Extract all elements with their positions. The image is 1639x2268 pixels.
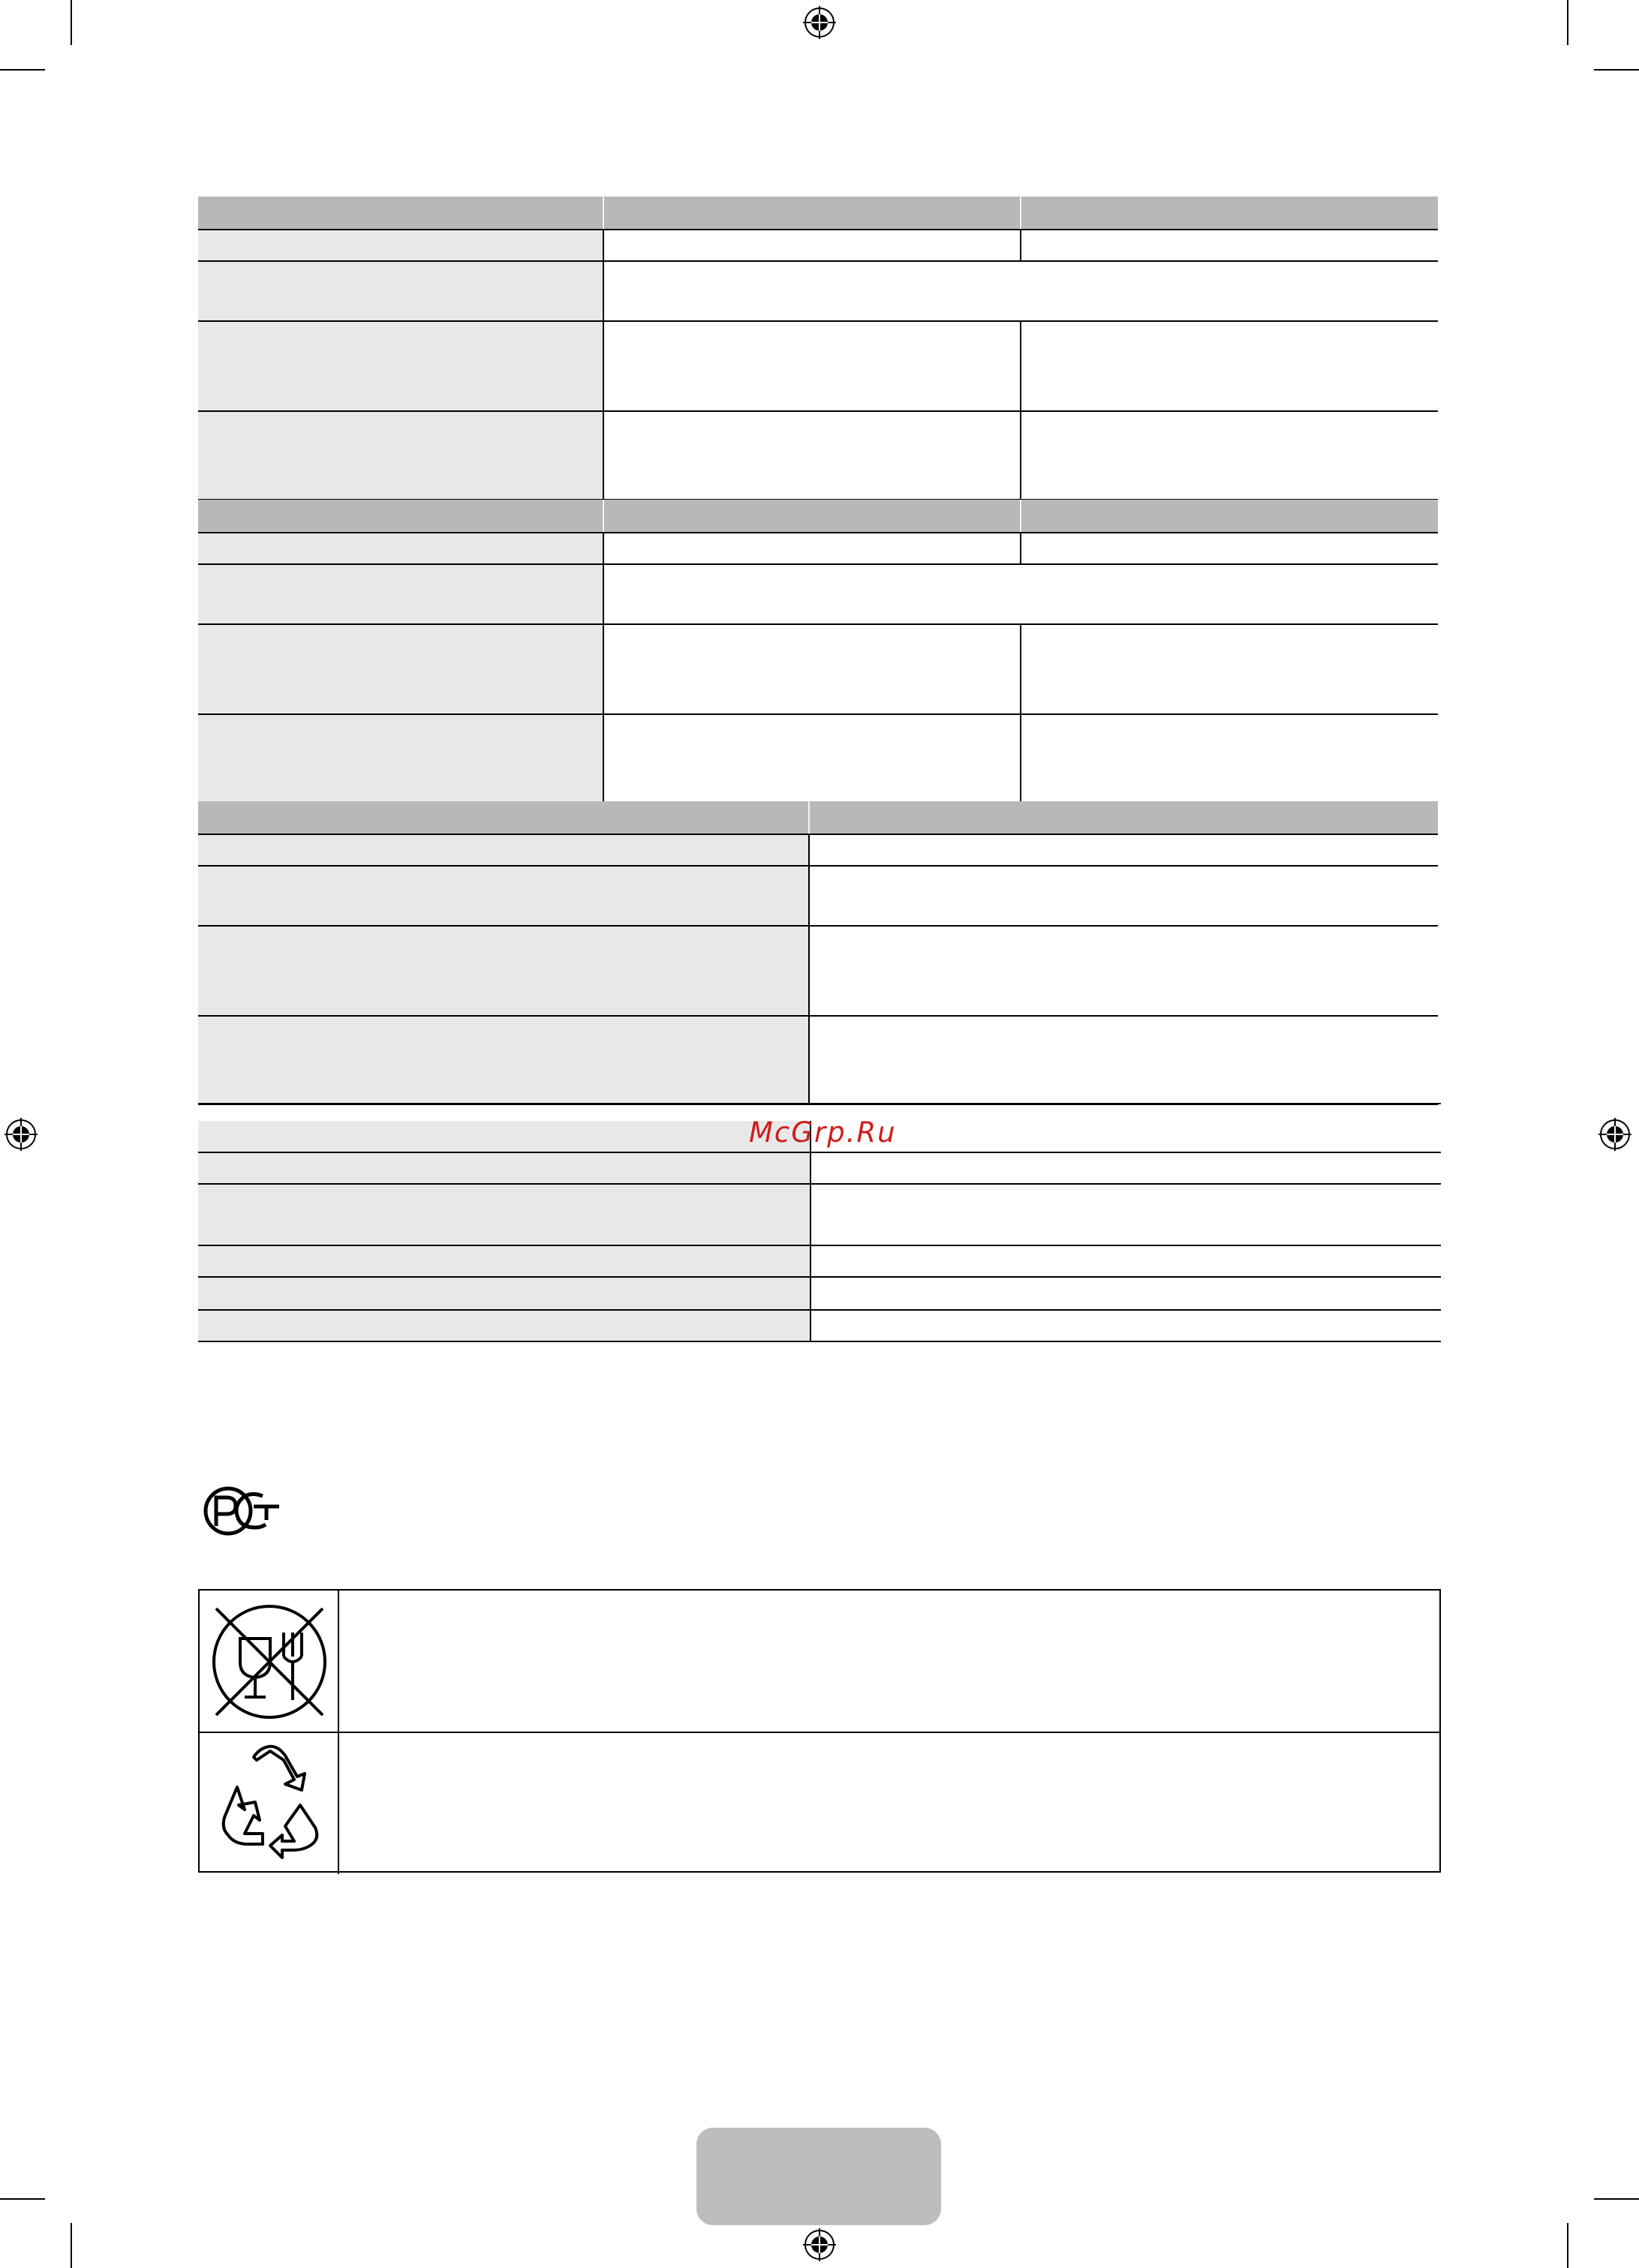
symbol-description: [341, 1733, 1439, 1874]
header-cell: [1021, 500, 1438, 533]
table-row: [198, 1245, 1441, 1277]
value-cell: [603, 624, 1021, 714]
symbols-box: [198, 1589, 1441, 1873]
symbol-cell: [200, 1591, 339, 1732]
value-cell: [603, 321, 1021, 411]
crop-mark-top-right-v: [1567, 0, 1568, 45]
row-label-cell: [198, 411, 603, 500]
row-label-cell: [198, 230, 603, 261]
table-row: [198, 533, 1438, 564]
value-cell: [1021, 321, 1438, 411]
header-cell: [198, 197, 603, 230]
table-row: [198, 230, 1438, 261]
spec-table-3: [198, 801, 1438, 1105]
row-label-cell: [198, 1310, 810, 1341]
value-cell: [603, 714, 1021, 803]
not-for-food-icon: [210, 1603, 329, 1721]
value-cell: [810, 1152, 1441, 1184]
value-cell: [1021, 714, 1438, 803]
spec-table-1: [198, 197, 1438, 500]
table-header-row: [198, 801, 1438, 834]
table-row: [198, 926, 1438, 1016]
crop-mark-top-right-h: [1594, 69, 1639, 71]
row-label-cell: [198, 533, 603, 564]
pct-certification-icon: [201, 1484, 285, 1538]
symbol-description: [341, 1591, 1439, 1732]
table-row: [198, 1277, 1441, 1310]
row-label-cell: [198, 321, 603, 411]
crop-mark-bottom-right-h: [1594, 2198, 1639, 2200]
crop-mark-top-left-v: [71, 0, 72, 45]
header-cell: [603, 500, 1021, 533]
row-label-cell: [198, 1121, 810, 1152]
registration-mark-icon: [5, 1118, 38, 1151]
crop-mark-bottom-right-v: [1567, 2223, 1568, 2268]
value-cell: [603, 411, 1021, 500]
row-label-cell: [198, 926, 809, 1016]
value-cell: [603, 230, 1021, 261]
value-cell: [603, 564, 1438, 624]
row-label-cell: [198, 866, 809, 926]
value-cell: [810, 1277, 1441, 1310]
value-cell: [809, 1016, 1438, 1104]
row-label-cell: [198, 714, 603, 803]
value-cell: [603, 261, 1438, 321]
header-cell: [198, 500, 603, 533]
table-divider: [198, 1103, 1441, 1104]
table-header-row: [198, 197, 1438, 230]
value-cell: [810, 1184, 1441, 1245]
row-label-cell: [198, 261, 603, 321]
value-cell: [809, 926, 1438, 1016]
row-label-cell: [198, 1245, 810, 1277]
symbol-row-recycling: [200, 1732, 1439, 1874]
row-label-cell: [198, 624, 603, 714]
spec-table-4: [198, 1121, 1441, 1342]
value-cell: [809, 834, 1438, 866]
table-row: [198, 1152, 1441, 1184]
row-label-cell: [198, 564, 603, 624]
row-label-cell: [198, 1016, 809, 1104]
value-cell: [1021, 230, 1438, 261]
table-row: [198, 714, 1438, 803]
value-cell: [1021, 624, 1438, 714]
value-cell: [1021, 533, 1438, 564]
value-cell: [603, 533, 1021, 564]
header-cell: [603, 197, 1021, 230]
table-row: [198, 624, 1438, 714]
table-header-row: [198, 500, 1438, 533]
symbol-row-food: [200, 1591, 1439, 1732]
header-cell: [1021, 197, 1438, 230]
table-row: [198, 411, 1438, 500]
table-row: [198, 1184, 1441, 1245]
registration-mark-icon: [1598, 1118, 1631, 1151]
table-row: [198, 1310, 1441, 1341]
page-number-tab: [696, 2128, 941, 2225]
crop-mark-top-left-h: [0, 69, 45, 71]
table-row: [198, 564, 1438, 624]
registration-mark-icon: [803, 2228, 836, 2261]
crop-mark-bottom-left-h: [0, 2198, 45, 2200]
watermark-text: McGrp.Ru: [749, 1116, 897, 1149]
registration-mark-icon: [803, 6, 836, 39]
value-cell: [809, 866, 1438, 926]
crop-mark-bottom-left-v: [71, 2223, 72, 2268]
recycling-icon: [210, 1744, 329, 1862]
table-row: [198, 1016, 1438, 1104]
row-label-cell: [198, 1152, 810, 1184]
value-cell: [1021, 411, 1438, 500]
spec-table-2: [198, 500, 1438, 804]
header-cell: [198, 801, 809, 834]
value-cell: [810, 1245, 1441, 1277]
value-cell: [810, 1121, 1441, 1152]
symbol-cell: [200, 1733, 339, 1874]
row-label-cell: [198, 1184, 810, 1245]
table-row: [198, 866, 1438, 926]
row-label-cell: [198, 834, 809, 866]
header-cell: [809, 801, 1438, 834]
row-label-cell: [198, 1277, 810, 1310]
table-row: [198, 834, 1438, 866]
value-cell: [810, 1310, 1441, 1341]
table-row: [198, 261, 1438, 321]
table-row: [198, 321, 1438, 411]
